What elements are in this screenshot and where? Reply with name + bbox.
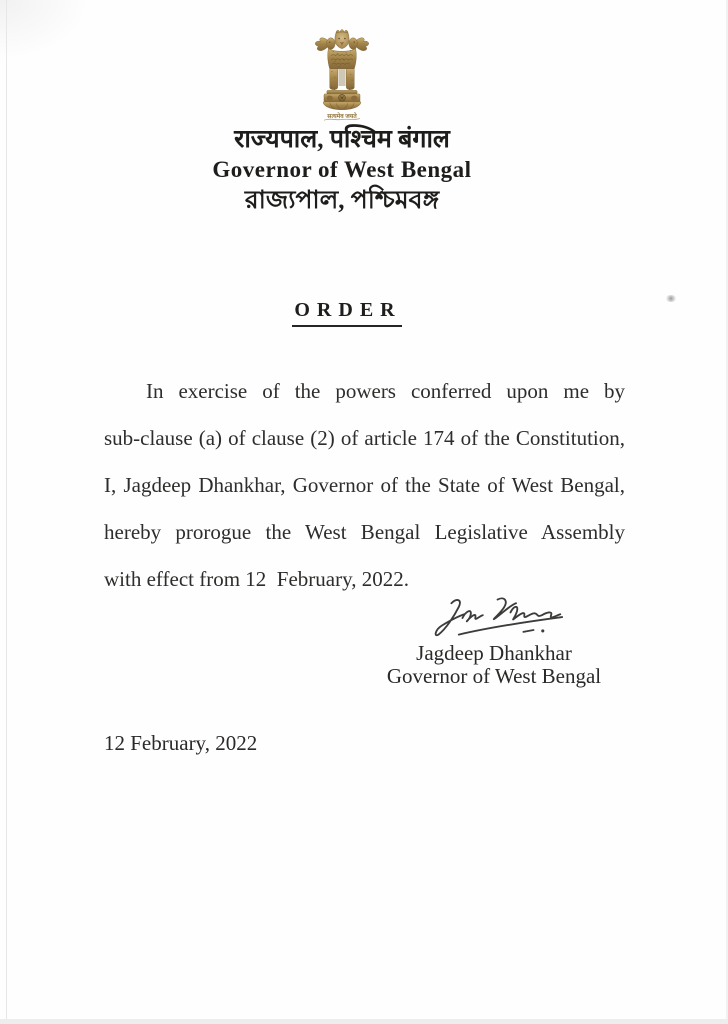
letterhead-title-hindi: राज्यपाल, पश्चिम बंगाल (234, 126, 450, 153)
order-heading: ORDER (292, 299, 401, 327)
body-line-2: sub-clause (a) of clause (2) of article 174 of the Constitution, (104, 426, 625, 450)
order-heading-wrap (0, 299, 694, 327)
paper-edge-bottom (0, 1019, 728, 1024)
signatory-title: Governor of West Bengal (386, 664, 602, 688)
emblem-motto: सत्यमेव जयते (327, 114, 357, 121)
national-emblem-icon (306, 27, 378, 127)
body-line-5: with effect from 12 February, 2022. (104, 567, 410, 591)
paper-corner-shade (0, 0, 90, 60)
letterhead (0, 124, 684, 216)
signature-block (380, 642, 608, 688)
document-date: 12 February, 2022 (104, 731, 258, 755)
body-line-1: In exercise of the powers conferred upon me by (146, 379, 625, 403)
signatory-name: Jagdeep Dhankhar (416, 641, 572, 665)
handwritten-signature (425, 594, 583, 643)
body-line-4: hereby prorogue the West Bengal Legislative Assembly (104, 520, 625, 544)
order-body (104, 368, 625, 603)
letterhead-title-english: Governor of West Bengal (212, 157, 472, 182)
paper-speck (665, 295, 677, 302)
letterhead-title-bengali: রাজ্যপাল, পশ্চিমবঙ্গ (244, 187, 440, 214)
body-line-3: I, Jagdeep Dhankhar, Governor of the State of West Bengal, (104, 473, 625, 497)
